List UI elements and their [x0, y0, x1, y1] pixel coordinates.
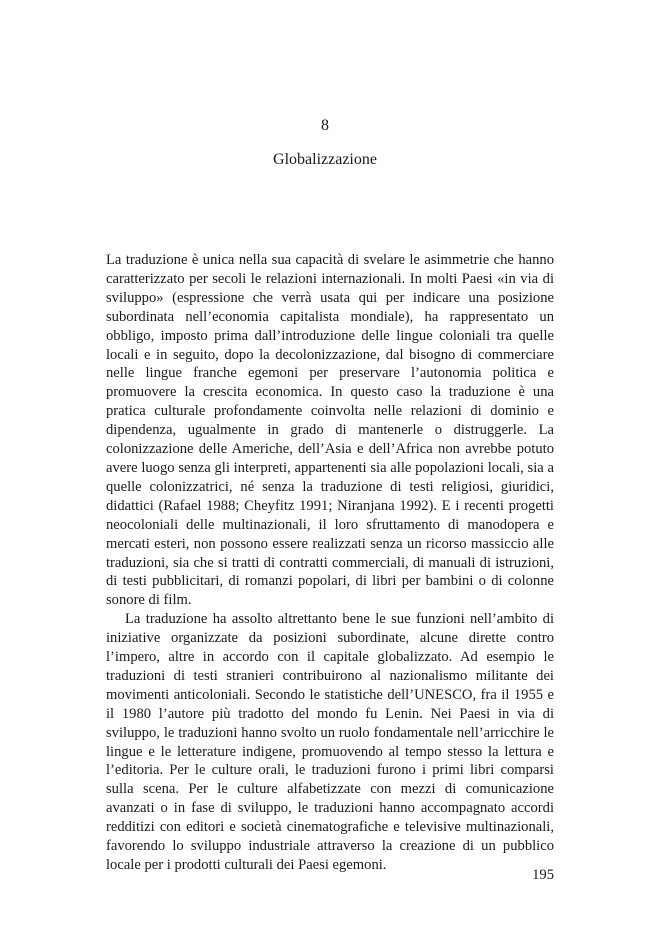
page-number: 195	[532, 867, 554, 883]
chapter-title: Globalizzazione	[273, 151, 377, 168]
paragraph-2: La traduzione ha assolto altrettanto bene le sue funzioni nell’ambito di iniziative organizzate da posizioni subordinate, alcune dirette contro l’impero, altre in accordo con il capitale globalizzato. Ad esempio le traduzioni di testi stranieri contribuirono al nazionalismo militante dei movimenti anticoloniali. Secondo le statistiche dell’UNESCO, fra il 1955 e il 1980 l’autore più tradotto del mondo fu Lenin. Nei Paesi in via di sviluppo, le traduzioni hanno svolto un ruolo fondamentale nell’arricchire le lingue e le letterature indigene, promuovendo al tempo stesso la lettura e l’editoria. Per le culture orali, le traduzioni furono i primi libri comparsi sulla scena. Per le culture alfabetizzate con mezzi di comunicazione avanzati o in fase di sviluppo, le traduzioni hanno accompagnato accordi redditizi con editori e società cinematografiche e televisive multinazionali, favorendo lo sviluppo industriale attraverso la creazione di un pubblico locale per i prodotti culturali dei Paesi egemoni.	[106, 611, 554, 873]
chapter-number: 8	[321, 117, 329, 134]
chapter-body	[106, 251, 554, 875]
paragraph-1: La traduzione è unica nella sua capacità di svelare le asimmetrie che hanno caratterizzato per secoli le relazioni internazionali. In molti Paesi «in via di sviluppo» (espressione che verrà usata qui per indicare una posizione subordinata nell’economia capitalista mondiale), ha rappresentato un obbligo, imposto prima dall’introduzione delle lingue coloniali tra quelle locali e in seguito, dopo la decolonizzazione, dal bisogno di commerciare nelle lingue franche egemoni per preservare l’autonomia politica e promuovere la crescita economica. In questo caso la traduzione è una pratica culturale profondamente coinvolta nelle relazioni di dominio e dipendenza, ugualmente in grado di mantenerle o distruggerle. La colonizzazione delle Americhe, dell’Asia e dell’Africa non avrebbe potuto avere luogo senza gli interpreti, appartenenti sia alle popolazioni locali, sia a quelle colonizzatrici, né senza la traduzione di testi religiosi, giuridici, didattici (Rafael 1988; Cheyfitz 1991; Niranjana 1992). E i recenti progetti neocoloniali delle multinazionali, il loro sfruttamento di manodopera e mercati esteri, non possono essere realizzati senza un ricorso massiccio alle traduzioni, sia che si tratti di contratti commerciali, di manuali di istruzioni, di testi pubblicitari, di romanzi popolari, di libri per bambini o di colonne sonore di film.	[106, 252, 554, 609]
